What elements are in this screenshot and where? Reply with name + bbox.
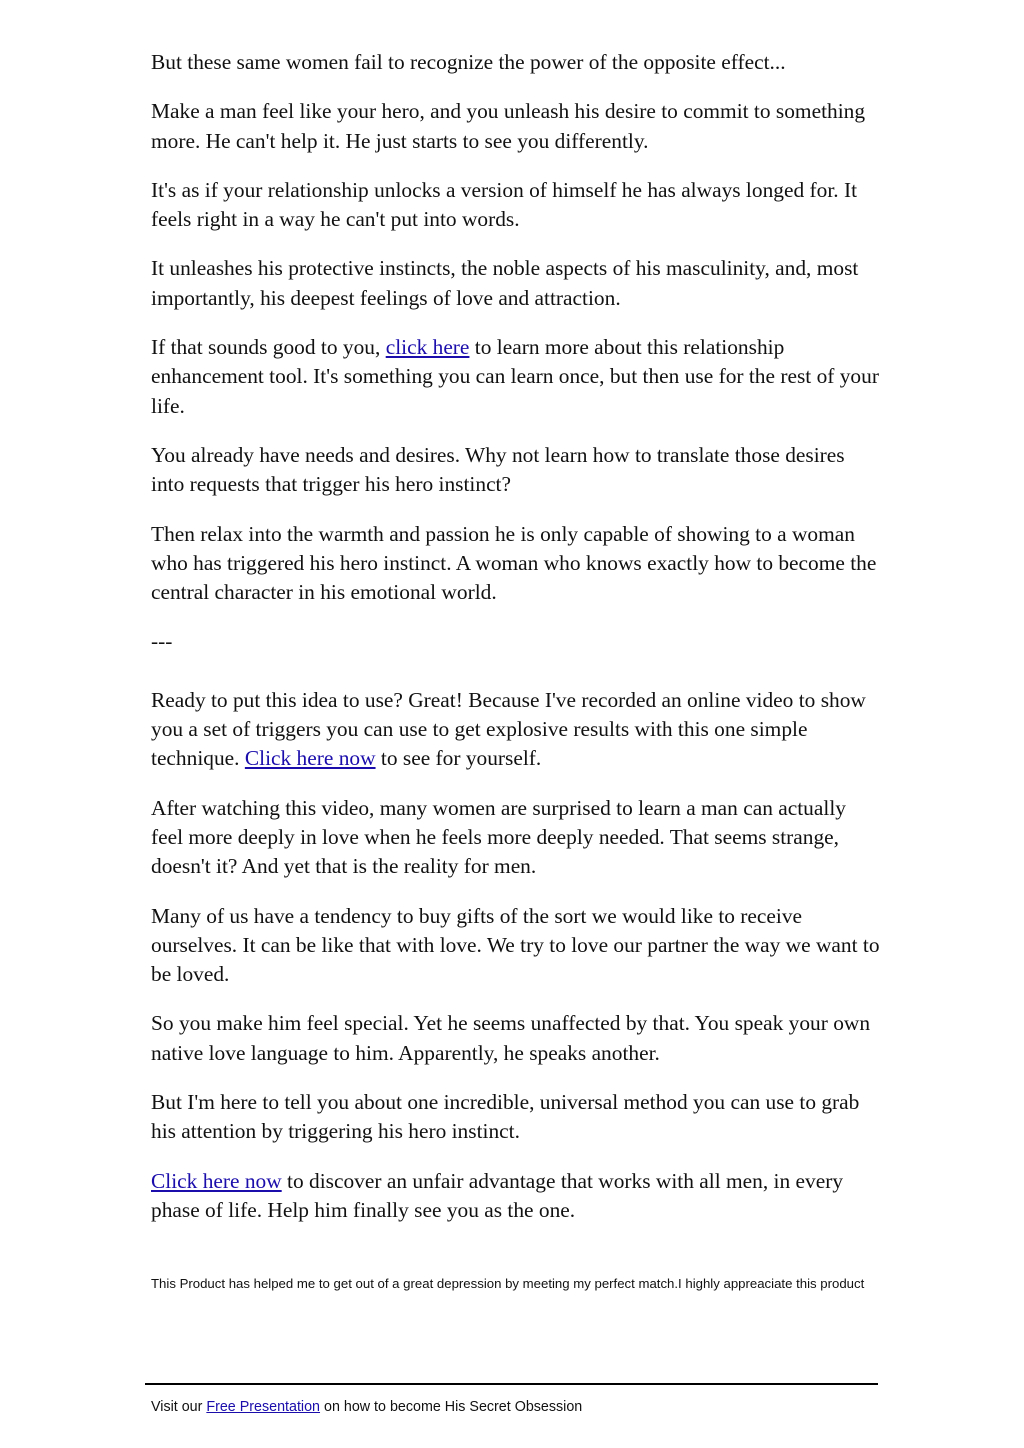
- paragraph-text: to learn more about this relationship enhancement tool. It's something you can learn once, but then use for the rest of your life.: [151, 335, 879, 418]
- paragraph-click-here: [151, 333, 881, 421]
- paragraph-needs-desires: You already have needs and desires. Why not learn how to translate those desires into requests that trigger his hero instinct?: [151, 442, 845, 497]
- footer: [151, 1399, 582, 1415]
- separator: ---: [151, 629, 173, 654]
- paragraph-universal-method: But I'm here to tell you about one incredible, universal method you can use to grab his attention by triggering his hero instinct.: [151, 1090, 860, 1144]
- paragraph-ready: [151, 686, 881, 774]
- paragraph-text: to see for yourself.: [375, 746, 542, 771]
- free-presentation-link[interactable]: Free Presentation: [206, 1399, 321, 1415]
- click-here-now-link-bottom[interactable]: Click here now: [151, 1168, 282, 1193]
- paragraph-text: Ready to put this idea to use? Great! Because I've recorded an online video to show you a set of triggers you can use to get explosive results with this one simple technique.: [151, 687, 866, 771]
- paragraph-protective-instincts: It unleashes his protective instincts, the noble aspects of his masculinity, and, most importantly, his deepest feelings of love and attraction.: [151, 256, 859, 310]
- paragraph-unfair-advantage: [151, 1167, 881, 1226]
- testimonial-text: This Product has helped me to get out of a great depression by meeting my perfect match.I highly appreaciate this product: [151, 1276, 865, 1291]
- paragraph-relationship-unlocks: It's as if your relationship unlocks a version of himself he has always longed for. It feels right in a way he can't put into words.: [151, 177, 858, 232]
- paragraph-feel-special: So you make him feel special. Yet he seems unaffected by that. You speak your own native love language to him. Apparently, he speaks another.: [151, 1011, 871, 1065]
- paragraph-opposite-effect: But these same women fail to recognize the power of the opposite effect...: [151, 50, 786, 74]
- paragraph-hero: Make a man feel like your hero, and you unleash his desire to commit to something more. He can't help it. He just starts to see you differently.: [151, 99, 866, 153]
- paragraph-gifts: Many of us have a tendency to buy gifts of the sort we would like to receive ourselves. It can be like that with love. We try to love our partner the way we want to be loved.: [151, 903, 880, 987]
- paragraph-text: If that sounds good to you,: [151, 335, 386, 360]
- paragraph-after-watching: After watching this video, many women are surprised to learn a man can actually feel more deeply in love when he feels more deeply needed. That seems strange, doesn't it? And yet that is the reality for men.: [151, 795, 846, 879]
- click-here-now-link[interactable]: Click here now: [244, 746, 376, 771]
- footer-text: Visit our: [151, 1399, 207, 1415]
- footer-divider: [145, 1383, 878, 1385]
- paragraph-warmth-passion: Then relax into the warmth and passion he is only capable of showing to a woman who has triggered his hero instinct. A woman who knows exactly how to become the central character in his emotional world.: [151, 521, 877, 605]
- article-body: [151, 48, 881, 1245]
- paragraph-text: to discover an unfair advantage that works with all men, in every phase of life. Help him finally see you as the one.: [151, 1168, 844, 1222]
- footer-text: on how to become His Secret Obsession: [320, 1399, 583, 1415]
- click-here-link[interactable]: click here: [385, 335, 470, 360]
